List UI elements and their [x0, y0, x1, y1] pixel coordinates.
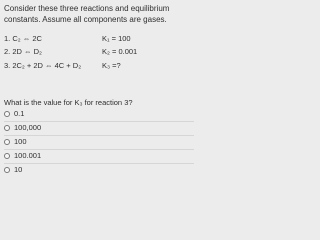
question-intro: Consider these three reactions and equilibrium constants. Assume all components are gases. — [4, 4, 170, 24]
reaction-1-constant: K₁ = 100 — [102, 34, 131, 43]
answer-option-label: 100.001 — [14, 151, 42, 160]
reaction-3 — [4, 60, 196, 71]
answer-option-label: 100,000 — [14, 123, 42, 132]
radio-button-icon[interactable] — [4, 139, 10, 145]
reaction-1 — [4, 33, 196, 44]
answer-option-2[interactable] — [4, 122, 194, 134]
reaction-2-constant: K₂ = 0.001 — [102, 47, 138, 56]
answer-option-label: 10 — [14, 165, 23, 174]
reaction-2-equation: 2. 2D ⇔ D₂ — [4, 47, 42, 56]
reaction-3-constant: K₃ =? — [102, 61, 121, 70]
reaction-1-equation: 1. C₂ ⇔ 2C — [4, 34, 42, 43]
reaction-2 — [4, 46, 196, 57]
answer-option-label: 0.1 — [14, 109, 25, 118]
answer-option-3[interactable] — [4, 136, 194, 148]
answer-option-1[interactable] — [4, 108, 194, 120]
answer-option-label: 100 — [14, 137, 27, 146]
radio-button-icon[interactable] — [4, 125, 10, 131]
answer-option-4[interactable] — [4, 150, 194, 162]
radio-button-icon[interactable] — [4, 111, 10, 117]
radio-button-icon[interactable] — [4, 153, 10, 159]
reaction-3-equation: 3. 2C₂ + 2D ⇔ 4C + D₂ — [4, 61, 82, 70]
radio-button-icon[interactable] — [4, 167, 10, 173]
answer-option-5[interactable] — [4, 164, 194, 176]
question-prompt: What is the value for K₃ for reaction 3? — [4, 98, 133, 107]
